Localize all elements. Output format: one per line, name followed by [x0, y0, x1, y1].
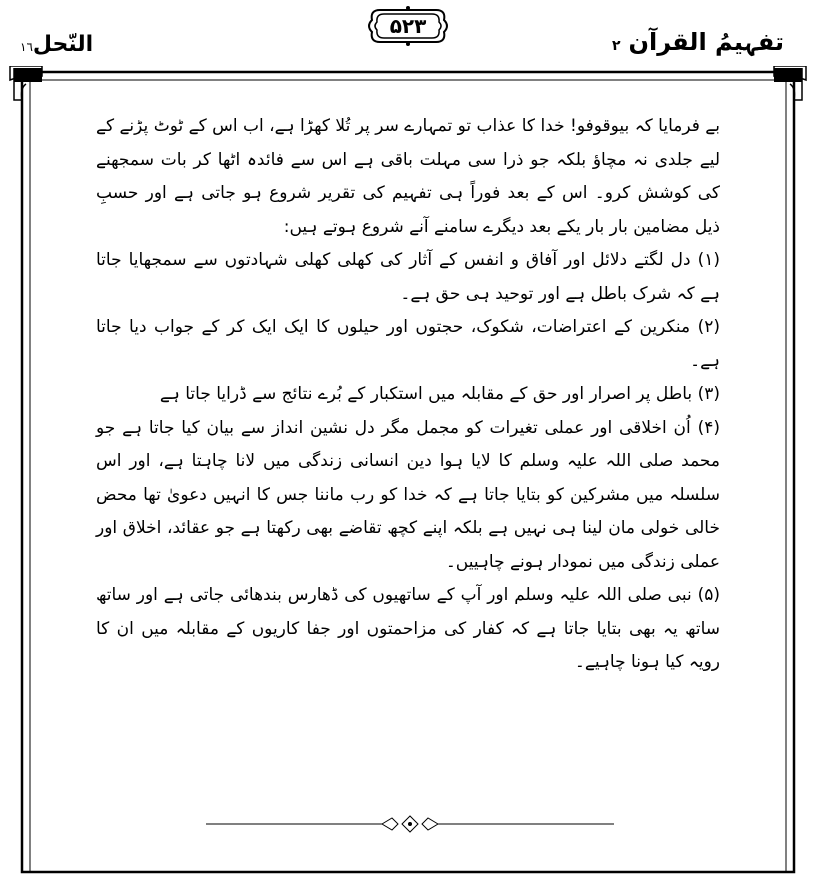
- item-marker: (۵): [697, 585, 720, 605]
- intro-paragraph: بے فرمایا کہ بیوقوفو! خدا کا عذاب تو تمہارے سر پر تُلا کھڑا ہے، اب اس کے ٹوٹ پڑنے کے لیے جلدی نہ مچاؤ بلکہ جو ذرا سی مہلت باقی ہے اس سے فائدہ اٹھا کر بات سمجھنے کی کوشش کرو۔ اس کے بعد فوراً ہی تفہیم کی تقریر شروع ہو جاتی ہے اور حسبِ ذیل مضامین بار بار یکے بعد دیگرے سامنے آنے شروع ہوتے ہیں:: [96, 116, 721, 237]
- book-title: [612, 28, 784, 56]
- surah-title: [14, 32, 93, 57]
- list-item: [96, 244, 720, 311]
- item-marker: (۱): [697, 250, 720, 270]
- volume-number: ۲: [611, 38, 621, 54]
- list-item: [96, 412, 720, 580]
- item-marker: (۴): [697, 417, 720, 438]
- item-marker: (۳): [697, 384, 720, 404]
- item-marker: (۲): [697, 317, 721, 337]
- item-text: اُن اخلاقی اور عملی تغیرات کو مجمل مگر دل نشین انداز سے بیان کیا جاتا ہے جو محمد صلی اللہ علیہ وسلم کا لایا ہوا دین انسانی زندگی میں لانا چاہتا ہے، اور اس سلسلہ میں مشرکین کو بتایا جاتا ہے کہ خدا کو رب ماننا جس کا انہیں دعویٰ تھا محض خالی خولی مان لینا ہی نہیں ہے بلکہ اپنے کچھ تقاضے بھی رکھتا ہے جو عقائد، اخلاق اور عملی زندگی میں نمودار ہونے چاہییں۔: [96, 417, 720, 572]
- section-end-ornament: [206, 812, 614, 836]
- book-title-text: تفہیمُ القرآن: [628, 28, 784, 56]
- item-text: منکرین کے اعتراضات، شکوک، حجتوں اور حیلوں کا ایک ایک کر کے جواب دیا جاتا ہے۔: [96, 317, 720, 371]
- page-body: [96, 110, 720, 680]
- item-text: نبی صلی اللہ علیہ وسلم اور آپ کے ساتھیوں کی ڈھارس بندھائی جاتی ہے اور ساتھ ساتھ یہ بھی بتایا جاتا ہے کہ کفار کی مزاحمتوں اور جفا کاریوں کے مقابلہ میں ان کا رویہ کیا ہونا چاہیے۔: [96, 585, 720, 672]
- item-text: دل لگتے دلائل اور آفاق و انفس کے آثار کی کھلی کھلی شہادتوں سے سمجھایا جاتا ہے کہ شرک باطل ہے اور توحید ہی حق ہے۔: [96, 250, 720, 304]
- list-item: [96, 579, 720, 680]
- surah-title-text: النّحل: [32, 32, 94, 57]
- page-number: ۵۲۳: [389, 14, 427, 38]
- list-item: [96, 378, 720, 412]
- divider-flourish-icon: [206, 812, 614, 836]
- list-item: [96, 311, 720, 378]
- page-number-cartouche: [366, 4, 450, 48]
- item-text: باطل پر اصرار اور حق کے مقابلہ میں استکبار کے بُرے نتائج سے ڈرایا جاتا ہے: [159, 384, 693, 404]
- surah-number: ١٦: [20, 40, 33, 54]
